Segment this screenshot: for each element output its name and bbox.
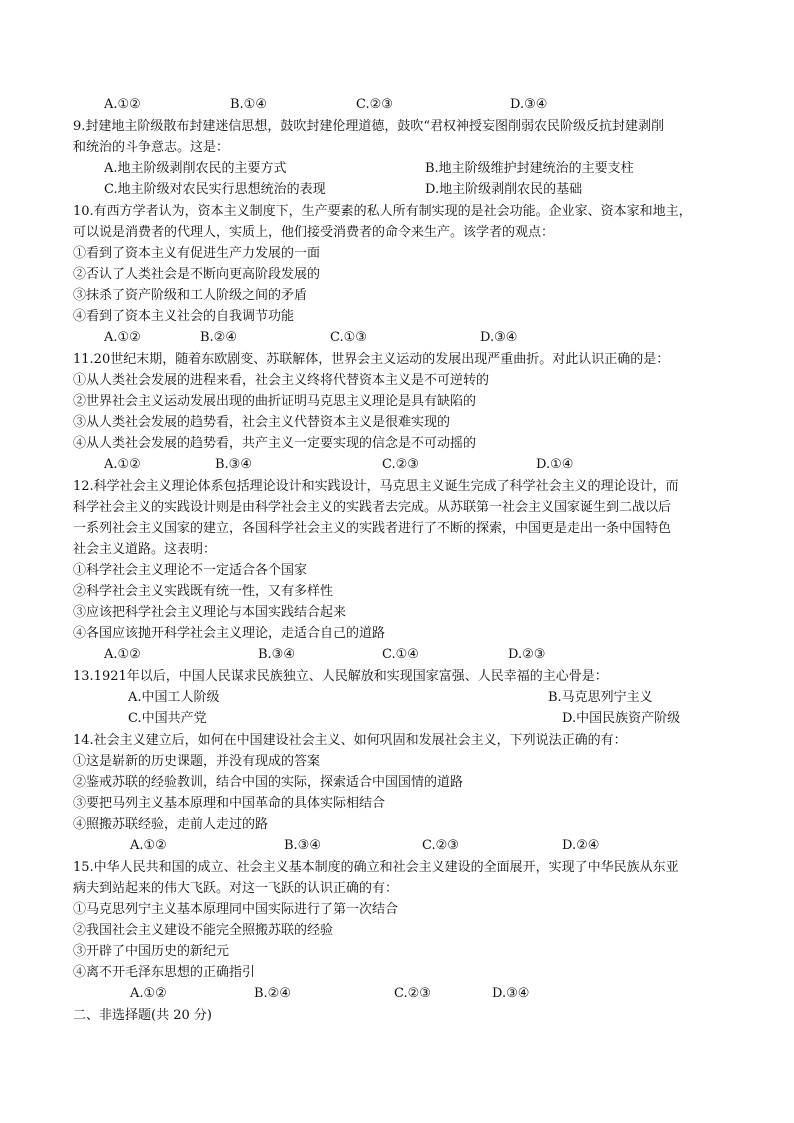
q10-stem-line-1: 10.有西方学者认为，资本主义制度下，生产要素的私人所有制实现的是社会功能。企业家、资本家和地主，: [73, 204, 692, 219]
q15-stem-line-1: 15.中华人民共和国的成立、社会主义基本制度的确立和社会主义建设的全面展开，实现了中华民族从东亚: [73, 860, 679, 875]
q12-option-a: A.①②: [104, 647, 141, 662]
q8-option-c: C.②③: [356, 97, 393, 112]
q13-option-b: B.马克思列宁主义: [548, 690, 653, 705]
q14-option-b: B.③④: [284, 838, 321, 853]
q15-statement-3: ③开辟了中国历史的新纪元: [73, 944, 230, 959]
q11-stem-line-1: 11.20世纪末期，随着东欧剧变、苏联解体，世界会主义运动的发展出现严重曲折。对此认识正确的是：: [73, 352, 670, 367]
q9-options-row-2: [0, 180, 794, 200]
q10-statement-4: ④看到了资本主义社会的自我调节功能: [73, 309, 295, 324]
q12-statement-3: ③应该把科学社会主义理论与本国实践结合起来: [73, 605, 347, 620]
q12-stem-line-1: 12.科学社会主义理论体系包括理论设计和实践设计，马克思主义诞生完成了科学社会主义的理论设计，而: [73, 479, 679, 494]
q10-statement-2: ②否认了人类社会是不断向更高阶段发展的: [73, 267, 321, 282]
q11-statement-1: ①从人类社会发展的进程来看，社会主义终将代替资本主义是不可逆转的: [73, 373, 490, 388]
q13-stem-line-1: 13.1921年以后，中国人民谋求民族独立、人民解放和实现国家富强、人民幸福的主心骨是：: [73, 669, 608, 684]
q11-option-a: A.①②: [104, 457, 141, 472]
q12-stem-line-4: 社会主义道路。这表明：: [73, 542, 217, 557]
q15-options: [0, 984, 794, 1004]
q14-statement-3: ③要把马列主义基本原理和中国革命的具体实际相结合: [73, 796, 386, 811]
q10-option-a: A.①②: [104, 330, 141, 345]
q15-option-b: B.②④: [254, 986, 291, 1001]
q15-statement-2: ②我国社会主义建设不能完全照搬苏联的经验: [73, 923, 334, 938]
q14-stem-line-1: 14.社会主义建立后，如何在中国建设社会主义、如何巩固和发展社会主义，下列说法正确的有：: [73, 733, 627, 748]
q12-option-c: C.①④: [382, 647, 419, 662]
q9-option-a: A.地主阶级剥削农民的主要方式: [104, 161, 287, 176]
q10-option-c: C.①③: [330, 330, 367, 345]
q10-options: [0, 328, 794, 348]
q15-statement-1: ①马克思列宁主义基本原理同中国实际进行了第一次结合: [73, 902, 399, 917]
q14-option-a: A.①②: [130, 838, 167, 853]
q14-options: [0, 836, 794, 856]
q10-option-d: D.③④: [480, 330, 518, 345]
q8-option-a: A.①②: [104, 97, 141, 112]
q12-option-b: B.③④: [258, 647, 295, 662]
q13-options-row-2: [0, 709, 794, 729]
q12-stem-line-2: 科学社会主义的实践设计则是由科学社会主义的实践者去完成。从苏联第一社会主义国家诞生到二战以后: [73, 500, 672, 515]
q9-stem-line-1: 9.封建地主阶级散布封建迷信思想，鼓吹封建伦理道德，鼓吹“君权神授妄图削弱农民阶级反抗封建剥削: [73, 119, 665, 134]
q15-statement-4: ④离不开毛泽东思想的正确指引: [73, 965, 256, 980]
q15-option-c: C.②③: [394, 986, 431, 1001]
q13-option-c: C.中国共产党: [128, 711, 207, 726]
q10-statement-1: ①看到了资本主义有促进生产力发展的一面: [73, 246, 321, 261]
q13-option-a: A.中国工人阶级: [128, 690, 220, 705]
q10-statement-3: ③抹杀了资产阶级和工人阶级之间的矛盾: [73, 288, 308, 303]
q11-statement-4: ④从人类社会发展的趋势看，共产主义一定要实现的信念是不可动摇的: [73, 436, 477, 451]
q12-stem-line-3: 一系列社会主义国家的建立，各国科学社会主义的实践者进行了不断的探索，中国更是走出一条中国特色: [73, 521, 672, 536]
q10-stem-line-2: 可以说是消费者的代理人，实质上，他们接受消费者的命令来生产。该学者的观点：: [73, 225, 555, 240]
q13-options-row-1: [0, 688, 794, 708]
q15-stem-line-2: 病夫到站起来的伟大飞跃。对这一飞跃的认识正确的有：: [73, 881, 399, 896]
q9-option-b: B.地主阶级维护封建统治的主要支柱: [425, 161, 634, 176]
q12-statement-1: ①科学社会主义理论不一定适合各个国家: [73, 563, 308, 578]
q8-options: [0, 95, 794, 115]
q12-statement-4: ④各国应该抛开科学社会主义理论，走适合自己的道路: [73, 626, 386, 641]
q12-option-d: D.②③: [508, 647, 546, 662]
q9-options-row-1: [0, 159, 794, 179]
q14-option-d: D.②④: [562, 838, 600, 853]
q10-option-b: B.②④: [200, 330, 237, 345]
q14-statement-4: ④照搬苏联经验，走前人走过的路: [73, 817, 269, 832]
q8-option-b: B.①④: [230, 97, 267, 112]
q11-statement-3: ③从人类社会发展的趋势看，社会主义代替资本主义是很难实现的: [73, 415, 451, 430]
q15-option-d: D.③④: [492, 986, 530, 1001]
q15-option-a: A.①②: [130, 986, 167, 1001]
q8-option-d: D.③④: [510, 97, 548, 112]
q11-statement-2: ②世界社会主义运动发展出现的曲折证明马克思主义理论是具有缺陷的: [73, 394, 477, 409]
q9-option-d: D.地主阶级剥削农民的基础: [425, 182, 583, 197]
q9-option-c: C.地主阶级对农民实行思想统治的表现: [104, 182, 326, 197]
section-2-title: 二、非选择题(共 20 分): [73, 1008, 212, 1023]
q14-statement-1: ①这是崭新的历史课题，并没有现成的答案: [73, 754, 321, 769]
q11-option-b: B.③④: [215, 457, 252, 472]
q9-stem-line-2: 和统治的斗争意志。这是：: [73, 140, 230, 155]
q13-option-d: D.中国民族资产阶级: [562, 711, 681, 726]
q14-option-c: C.②③: [422, 838, 459, 853]
q12-statement-2: ②科学社会主义实践既有统一性，又有多样性: [73, 584, 334, 599]
q12-options: [0, 645, 794, 665]
q11-options: [0, 455, 794, 475]
q14-statement-2: ②鉴戒苏联的经验教训，结合中国的实际，探索适合中国国情的道路: [73, 775, 464, 790]
q11-option-c: C.②③: [382, 457, 419, 472]
q11-option-d: D.①④: [536, 457, 574, 472]
